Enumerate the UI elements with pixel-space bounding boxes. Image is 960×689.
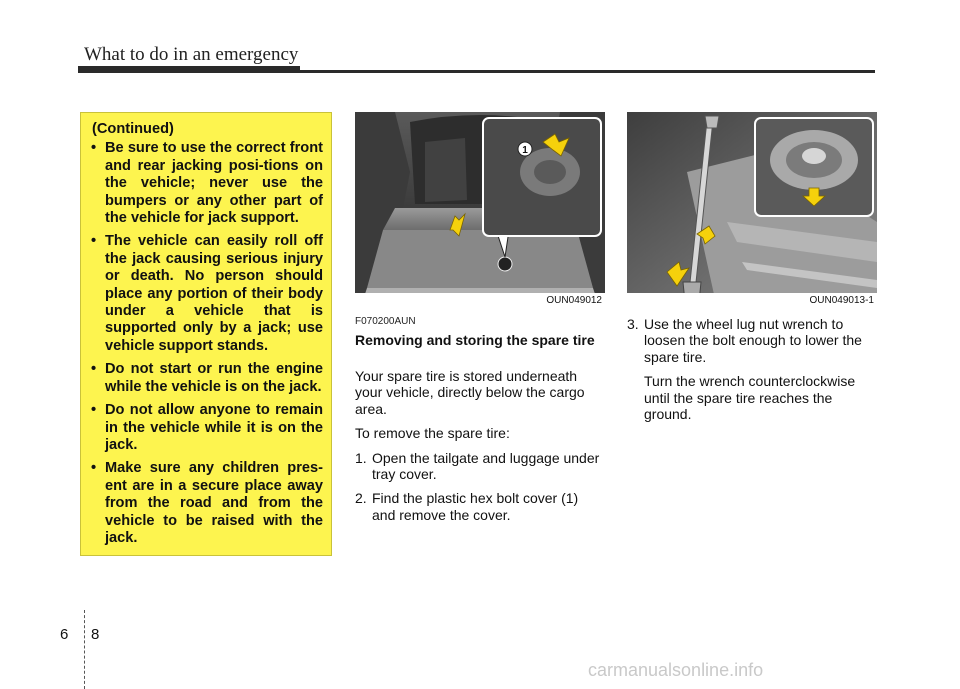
- step-text: Use the wheel lug nut wrench to loosen the bolt enough to lower the spare tire.: [644, 316, 862, 365]
- step-text: Find the plastic hex bolt cover (1) and remove the cover.: [372, 490, 579, 523]
- step-item: [355, 490, 605, 523]
- warning-item: • Do not allow anyone to remain in the vehicle while it is on the jack.: [91, 402, 323, 454]
- warning-box: [80, 112, 332, 556]
- wrench-illustration: [627, 112, 877, 308]
- watermark: carmanualsonline.info: [588, 660, 764, 680]
- footer-rule: [84, 610, 86, 689]
- cargo-area-illustration: [355, 112, 605, 308]
- cargo-area-photo: [355, 112, 605, 308]
- step-number: 1.: [355, 449, 367, 466]
- page-header-title: What to do in an emergency: [84, 44, 299, 65]
- figure-caption: OUN049013-1: [627, 293, 877, 308]
- body-column-right: [627, 316, 877, 430]
- chapter-number: 6: [60, 626, 69, 643]
- warning-heading: (Continued): [92, 121, 174, 137]
- intro-paragraph: Your spare tire is stored underneath your vehicle, directly below the cargo area.: [355, 368, 585, 417]
- warning-item: • The vehicle can easily roll off the jack causing serious injury or death. No person should place any portion of their body under a vehicle that is supported only by a jack; use vehicle support stands.: [91, 233, 323, 355]
- warning-item: • Do not start or run the engine while the vehicle is on the jack.: [91, 361, 323, 396]
- page-number: 8: [91, 626, 100, 643]
- step-item: [355, 450, 605, 483]
- wrench-photo: [627, 112, 877, 308]
- step-number: 3.: [627, 316, 639, 332]
- warning-list: [91, 140, 323, 547]
- callout-label-1: 1: [522, 145, 528, 156]
- body-column-left: [355, 368, 605, 531]
- step-number: 2.: [355, 490, 367, 507]
- figure-caption: OUN049012: [355, 293, 605, 308]
- warning-item: • Make sure any children pres-ent are in a secure place away from the road and from the vehicle to be raised with the jack.: [91, 460, 323, 547]
- step-text: Open the tailgate and luggage under tray cover.: [372, 449, 600, 483]
- step-note: Turn the wrench counterclockwise until the spare tire reaches the ground.: [644, 373, 856, 423]
- lead-paragraph: To remove the spare tire:: [355, 425, 510, 442]
- warning-item: • Be sure to use the correct front and rear jacking posi-tions on the vehicle; never use the bumpers or any other part of the vehicle for jack support.: [91, 140, 323, 227]
- header-rule: [78, 70, 875, 73]
- step-item: [627, 316, 877, 365]
- section-code: F070200AUN: [355, 316, 416, 327]
- section-title: Removing and storing the spare tire: [355, 332, 595, 348]
